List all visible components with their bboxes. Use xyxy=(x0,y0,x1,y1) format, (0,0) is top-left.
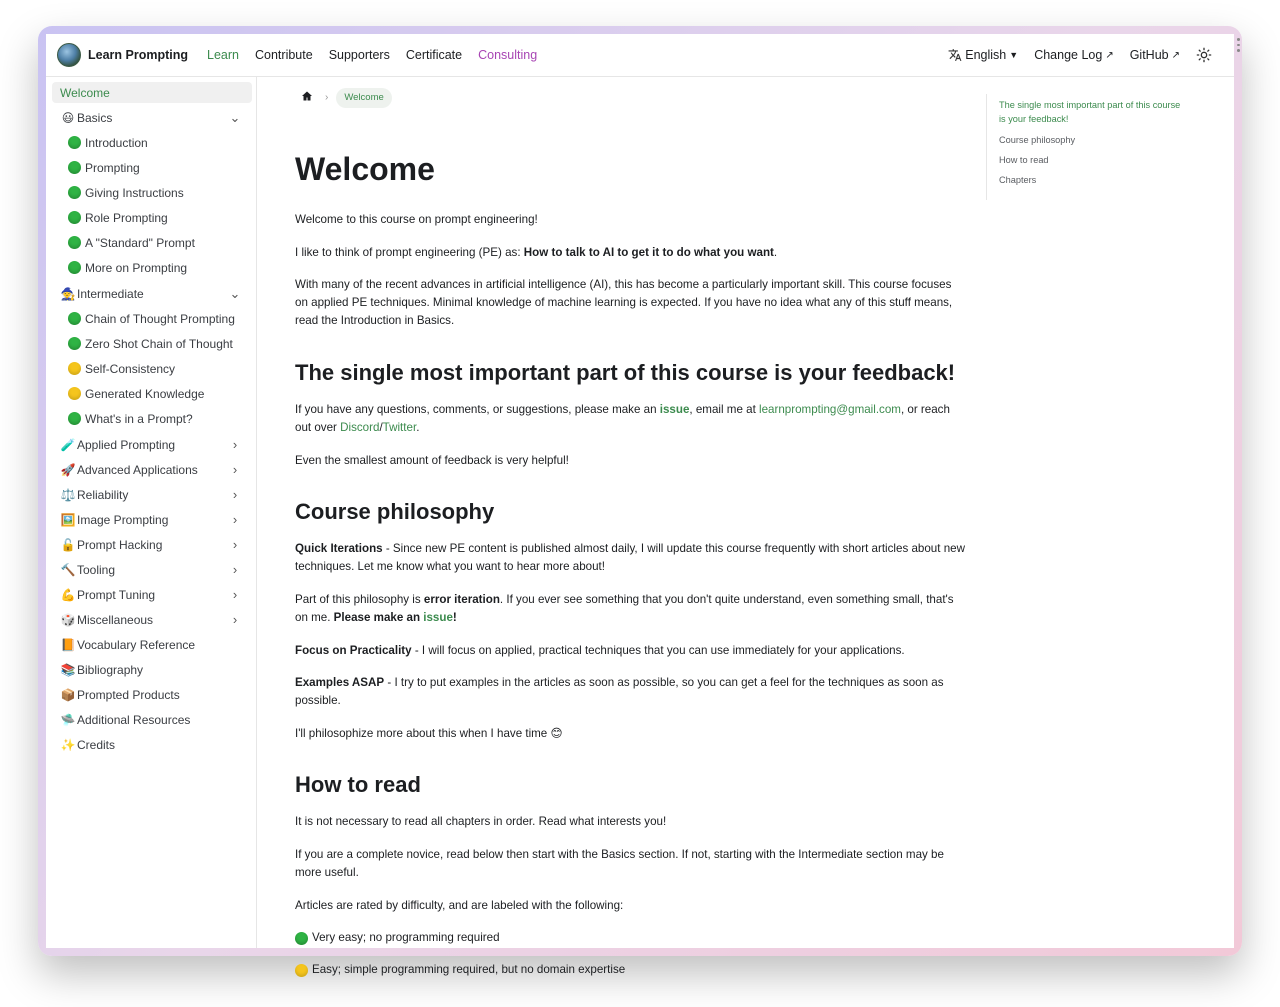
text: - I will focus on applied, practical techniques that you can use immediately for your applications. xyxy=(411,644,905,657)
text: , or reach out over xyxy=(295,403,950,434)
translate-icon xyxy=(948,48,962,62)
github-link[interactable] xyxy=(1130,48,1180,62)
test-tube-icon: 🧪 xyxy=(60,437,76,452)
browser-window xyxy=(46,34,1234,976)
sidebar-item-label: Prompt Tuning xyxy=(77,587,156,602)
email-link[interactable]: learnprompting@gmail.com xyxy=(759,403,901,416)
scales-icon: ⚖️ xyxy=(60,487,76,502)
paragraph xyxy=(295,244,965,262)
text: I like to think of prompt engineering (PE) as: xyxy=(295,246,524,259)
heading-course-philosophy: Course philosophy xyxy=(295,499,495,524)
unlock-icon: 🔓 xyxy=(60,537,76,552)
sidebar-item-label: Basics xyxy=(77,110,113,125)
yellow-circle-icon xyxy=(68,362,81,375)
sidebar-item-miscellaneous[interactable] xyxy=(60,609,242,630)
text: Easy; simple programming required, but no domain expertise xyxy=(312,963,626,976)
twitter-link[interactable]: Twitter xyxy=(382,421,417,434)
heading-feedback: The single most important part of this course is your feedback! xyxy=(295,360,956,385)
sidebar-item-label: Vocabulary Reference xyxy=(77,637,196,652)
main-content xyxy=(295,77,965,976)
toc-item-chapters[interactable]: Chapters xyxy=(999,175,1037,185)
external-link-icon: ↗ xyxy=(1171,49,1180,61)
picture-icon: 🖼️ xyxy=(60,512,76,527)
sidebar-item-label: Zero Shot Chain of Thought xyxy=(85,336,233,351)
flying-saucer-icon: 🛸 xyxy=(60,712,76,727)
sidebar-item-label: Prompted Products xyxy=(77,687,180,702)
theme-toggle-sun-icon[interactable] xyxy=(1196,47,1212,63)
green-circle-icon xyxy=(68,312,81,325)
paragraph: I'll philosophize more about this when I have time 😊 xyxy=(295,727,563,740)
window-menu-icon[interactable] xyxy=(1236,38,1240,52)
green-circle-icon xyxy=(68,337,81,350)
yellow-circle-icon xyxy=(295,964,308,977)
yellow-circle-icon xyxy=(68,387,81,400)
sidebar-item-vocabulary-reference[interactable] xyxy=(60,634,195,655)
book-icon: 📙 xyxy=(60,637,76,652)
text: . If you ever see something that you don't quite understand, even something small, that's on me. xyxy=(295,593,954,624)
issue-link[interactable]: issue xyxy=(423,611,453,624)
table-of-contents xyxy=(986,94,1187,200)
paragraph: Even the smallest amount of feedback is very helpful! xyxy=(295,454,569,467)
home-icon[interactable] xyxy=(301,89,313,107)
sidebar-item-prompt-tuning[interactable] xyxy=(60,584,242,605)
toc-item-course-philosophy[interactable]: Course philosophy xyxy=(999,135,1076,145)
green-circle-icon xyxy=(68,261,81,274)
bold-text: Focus on Practicality xyxy=(295,644,412,657)
sidebar-item-role-prompting[interactable] xyxy=(68,207,168,228)
chevron-right-icon[interactable]: › xyxy=(232,612,238,627)
bold-text: How to talk to AI to get it to do what you want xyxy=(523,246,774,259)
language-label: English xyxy=(965,48,1007,62)
sidebar xyxy=(46,77,257,948)
paragraph: With many of the recent advances in artificial intelligence (AI), this has become a particularly important skill. This course focuses on applied PE techniques. Minimal knowledge of machine learning is expected. If you have no idea what any of this stuff means, read the Introduction in Basics. xyxy=(295,278,953,327)
paragraph xyxy=(295,540,965,576)
chevron-right-icon[interactable]: › xyxy=(232,537,238,552)
brand-name: Learn Prompting xyxy=(88,48,189,62)
bold-text: ! xyxy=(452,611,457,624)
changelog-label: Change Log xyxy=(1034,48,1103,62)
books-icon: 📚 xyxy=(60,662,76,677)
paragraph xyxy=(295,642,965,660)
sidebar-item-introduction[interactable] xyxy=(68,132,148,153)
sidebar-item-label: Advanced Applications xyxy=(77,462,198,477)
sidebar-item-tooling[interactable] xyxy=(60,559,242,580)
bold-text: Quick Iterations xyxy=(295,542,383,555)
paragraph xyxy=(295,591,965,627)
paragraph: Welcome to this course on prompt engineering! xyxy=(295,213,538,226)
sidebar-item-giving-instructions[interactable] xyxy=(68,182,184,203)
sidebar-item-label: Role Prompting xyxy=(85,210,168,225)
sidebar-item-label: Credits xyxy=(77,737,116,752)
text: - I try to put examples in the articles as soon as possible, so you can get a feel for the techniques as soon as possible. xyxy=(295,676,944,707)
text: If you have any questions, comments, or suggestions, please make an xyxy=(295,403,660,416)
sidebar-item-generated-knowledge[interactable] xyxy=(68,383,204,404)
caret-down-icon: ▼ xyxy=(1009,50,1019,60)
sidebar-item-label: Giving Instructions xyxy=(85,185,184,200)
sidebar-item-more-on-prompting[interactable] xyxy=(68,257,187,278)
green-circle-icon xyxy=(295,932,308,945)
text: / xyxy=(379,421,383,434)
breadcrumb-current: Welcome xyxy=(336,88,391,108)
page-title: Welcome xyxy=(295,151,435,187)
wizard-icon: 🧙 xyxy=(60,286,76,301)
text: Part of this philosophy is xyxy=(295,593,424,606)
chevron-right-icon[interactable]: › xyxy=(232,487,238,502)
sidebar-item-label: Miscellaneous xyxy=(77,612,154,627)
brand[interactable] xyxy=(57,43,188,67)
bold-text: error iteration xyxy=(423,593,500,606)
package-icon: 📦 xyxy=(60,687,76,702)
sidebar-item-label: Prompting xyxy=(85,160,140,175)
discord-link[interactable]: Discord xyxy=(340,421,380,434)
top-navbar xyxy=(46,34,1234,77)
sidebar-item-bibliography[interactable] xyxy=(60,659,143,680)
green-circle-icon xyxy=(68,236,81,249)
paragraph xyxy=(295,674,965,710)
github-label: GitHub xyxy=(1129,48,1169,62)
sidebar-item-label: Chain of Thought Prompting xyxy=(85,311,235,326)
chevron-down-icon[interactable]: ⌄ xyxy=(229,109,241,125)
nav-learn[interactable]: Learn xyxy=(207,48,239,62)
green-circle-icon xyxy=(68,412,81,425)
nav-contribute[interactable]: Contribute xyxy=(255,48,313,62)
heading-how-to-read: How to read xyxy=(295,772,421,797)
sidebar-item-standard-prompt[interactable] xyxy=(68,232,195,253)
language-dropdown[interactable] xyxy=(948,48,1018,62)
green-circle-icon xyxy=(68,136,81,149)
sidebar-item-additional-resources[interactable] xyxy=(60,709,190,730)
bold-text: Examples ASAP xyxy=(295,676,385,689)
paragraph: It is not necessary to read all chapters in order. Read what interests you! xyxy=(295,815,667,828)
sidebar-item-label: Welcome xyxy=(60,85,110,100)
difficulty-easy xyxy=(295,961,965,979)
text: . xyxy=(416,421,420,434)
sidebar-item-prompting[interactable] xyxy=(68,157,140,178)
chevron-right-icon[interactable]: › xyxy=(232,562,238,577)
chevron-right-icon[interactable]: › xyxy=(232,462,238,477)
sidebar-item-label: A "Standard" Prompt xyxy=(85,235,195,250)
smiley-icon: 😃 xyxy=(61,110,75,125)
bold-text: Please make an xyxy=(333,611,424,624)
sidebar-item-label: Intermediate xyxy=(77,286,144,301)
sidebar-item-label: What's in a Prompt? xyxy=(85,411,193,426)
sidebar-item-welcome[interactable] xyxy=(52,82,252,103)
sidebar-item-whats-in-a-prompt[interactable] xyxy=(68,408,193,429)
rocket-icon: 🚀 xyxy=(60,462,76,477)
text: . xyxy=(773,246,778,259)
sidebar-item-label: Tooling xyxy=(77,562,116,577)
sidebar-item-label: More on Prompting xyxy=(85,260,188,275)
green-circle-icon xyxy=(68,211,81,224)
chevron-right-icon[interactable]: › xyxy=(232,587,238,602)
sidebar-item-label: Applied Prompting xyxy=(77,437,176,452)
green-circle-icon xyxy=(68,161,81,174)
sidebar-item-label: Prompt Hacking xyxy=(77,537,163,552)
logo-icon xyxy=(57,43,81,67)
dice-icon: 🎲 xyxy=(60,612,76,627)
sidebar-item-intermediate[interactable] xyxy=(60,283,242,304)
sidebar-item-label: Generated Knowledge xyxy=(85,386,205,401)
sidebar-item-label: Image Prompting xyxy=(77,512,169,527)
sidebar-item-applied-prompting[interactable] xyxy=(60,434,242,455)
external-link-icon: ↗ xyxy=(1105,49,1114,61)
text: - Since new PE content is published almost daily, I will update this course frequently with short articles about new techniques. Let me know what you want to hear more about! xyxy=(295,542,965,573)
sidebar-item-image-prompting[interactable] xyxy=(60,509,242,530)
sidebar-item-advanced-applications[interactable] xyxy=(60,459,242,480)
changelog-link[interactable] xyxy=(1034,48,1114,62)
flexed-arm-icon: 💪 xyxy=(60,587,76,602)
nav-supporters[interactable]: Supporters xyxy=(328,48,390,62)
sidebar-item-basics[interactable] xyxy=(60,107,242,128)
nav-consulting[interactable]: Consulting xyxy=(478,48,538,62)
chevron-right-icon[interactable]: › xyxy=(232,512,238,527)
sidebar-item-chain-of-thought[interactable] xyxy=(68,308,235,329)
sparkles-icon: ✨ xyxy=(60,737,76,752)
paragraph: Articles are rated by difficulty, and are labeled with the following: xyxy=(295,899,624,912)
sidebar-item-label: Additional Resources xyxy=(77,712,191,727)
sidebar-item-reliability[interactable] xyxy=(60,484,242,505)
toc-item-feedback[interactable]: The single most important part of this course is your feedback! xyxy=(999,100,1181,124)
sidebar-item-prompted-products[interactable] xyxy=(60,684,180,705)
sidebar-item-credits[interactable] xyxy=(60,734,115,755)
paragraph xyxy=(295,401,965,437)
difficulty-very-easy xyxy=(295,929,965,947)
chevron-right-icon[interactable]: › xyxy=(232,437,238,452)
text: , email me at xyxy=(689,403,760,416)
nav-certificate[interactable]: Certificate xyxy=(405,48,463,62)
toc-item-how-to-read[interactable]: How to read xyxy=(999,155,1049,165)
sidebar-item-label: Introduction xyxy=(85,135,148,150)
paragraph: If you are a complete novice, read below then start with the Basics section. If not, starting with the Intermediate section may be more useful. xyxy=(295,848,944,879)
issue-link[interactable]: issue xyxy=(659,403,690,416)
chevron-down-icon[interactable]: ⌄ xyxy=(229,285,241,301)
text: Very easy; no programming required xyxy=(312,931,500,944)
sidebar-item-label: Self-Consistency xyxy=(85,361,176,376)
green-circle-icon xyxy=(68,186,81,199)
sidebar-item-prompt-hacking[interactable] xyxy=(60,534,242,555)
sidebar-item-label: Bibliography xyxy=(77,662,144,677)
sidebar-item-zero-shot-cot[interactable] xyxy=(68,333,233,354)
sidebar-item-self-consistency[interactable] xyxy=(68,358,175,379)
breadcrumb xyxy=(301,87,392,109)
chevron-right-icon: › xyxy=(325,92,329,103)
hammer-icon: 🔨 xyxy=(60,562,76,577)
sidebar-item-label: Reliability xyxy=(77,487,129,502)
